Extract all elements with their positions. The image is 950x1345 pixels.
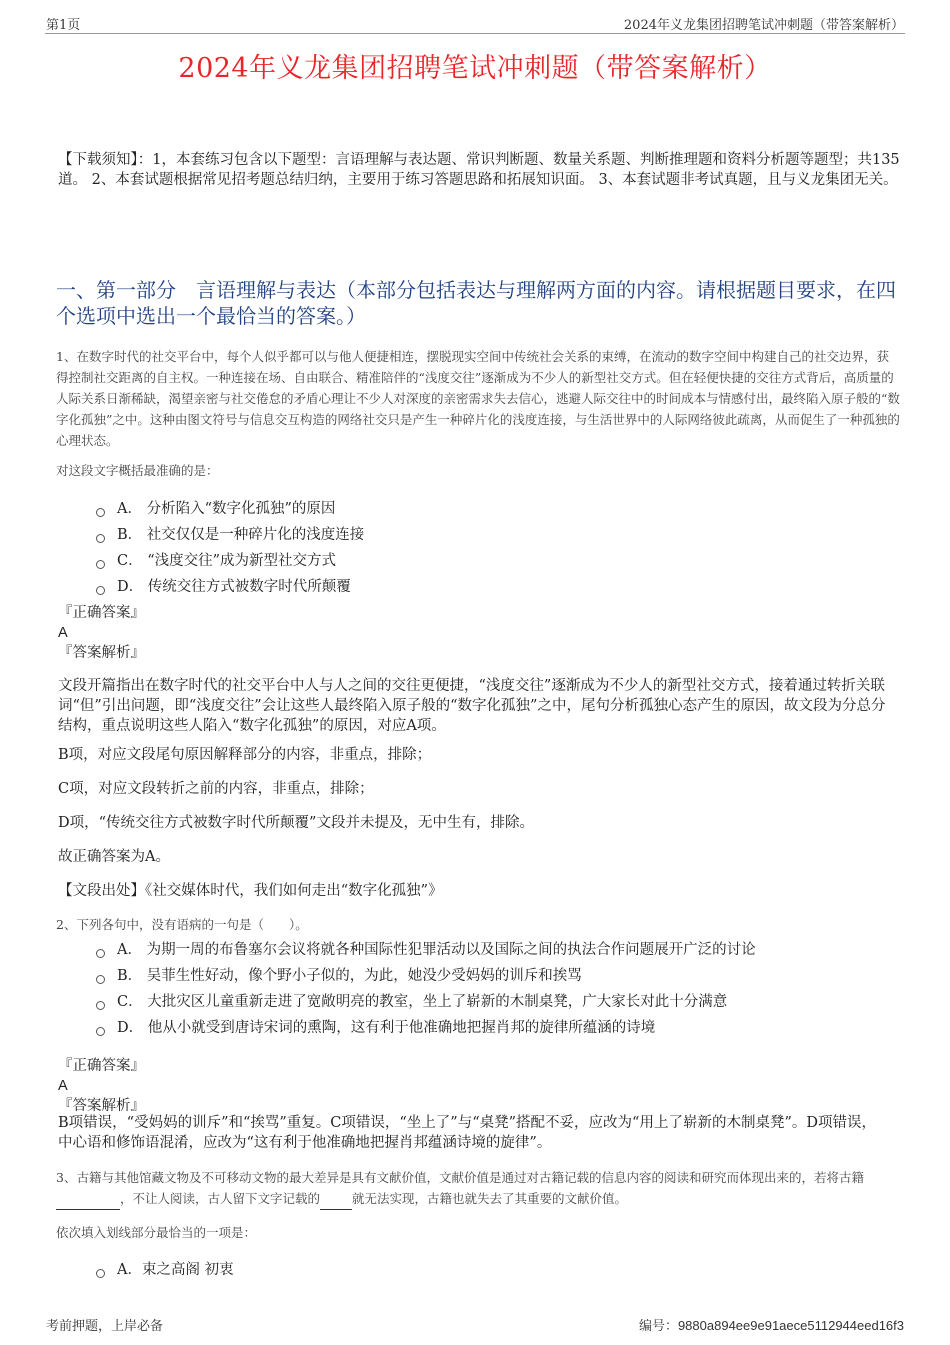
q2-option-d[interactable]: D． 他从小就受到唐诗宋词的熏陶，这有利于他准确地把握肖邦的旋律所蕴涵的诗境 xyxy=(96,1016,655,1037)
q1-analysis-b: B项，对应文段尾句原因解释部分的内容，非重点，排除； xyxy=(58,747,432,763)
document-title: 2024年义龙集团招聘笔试冲刺题（带答案解析） xyxy=(178,53,772,84)
q1-analysis: 文段开篇指出在数字时代的社交平台中人与人之间的交往更便捷，“浅度交往”逐渐成为不少人的新型社交方式，接着通过转折关联词“但”引出问题，即“浅度交往”会让这些人最终陷入原子般的“数字化孤独”之中，尾句分析孤独心态产生的原因，故文段为分总分结构，重点说明这些人陷入“数字化孤独”的原因，对应A项。 xyxy=(58,678,886,734)
radio-icon[interactable] xyxy=(96,508,105,517)
page-number: 第1页 xyxy=(46,18,81,33)
q2-option-a[interactable]: A． 为期一周的布鲁塞尔会议将就各种国际性犯罪活动以及国际之间的执法合作问题展开广泛的讨论 xyxy=(96,938,756,959)
q1-option-c[interactable]: C． “浅度交往”成为新型社交方式 xyxy=(96,549,336,570)
q2-stem: 2、下列各句中，没有语病的一句是（ ）。 xyxy=(56,917,308,932)
fill-blank xyxy=(320,1188,352,1210)
q1-prompt: 对这段文字概括最准确的是： xyxy=(56,463,219,478)
q1-analysis-d: D项，“传统交往方式被数字时代所颠覆”文段并未提及，无中生有，排除。 xyxy=(58,815,534,831)
q3-stem: 3、古籍与其他馆藏文物及不可移动文物的最大差异是具有文献价值，文献价值是通过对古籍记载的信息内容的阅读和研究而体现出来的，若将古籍 ，不让人阅读，古人留下文字记载的 就无法实现，古籍也就失去了其重要的文献价值。 xyxy=(56,1167,901,1210)
header-divider xyxy=(45,33,905,34)
q1-source: 【文段出处】《社交媒体时代，我们如何走出“数字化孤独”》 xyxy=(58,883,443,899)
q1-option-b[interactable]: B． 社交仅仅是一种碎片化的浅度连接 xyxy=(96,523,364,544)
header-doc-title: 2024年义龙集团招聘笔试冲刺题（带答案解析） xyxy=(623,18,904,33)
q2-option-b[interactable]: B． 吴菲生性好动，像个野小子似的，为此，她没少受妈妈的训斥和挨骂 xyxy=(96,964,582,985)
footer-doc-id: 编号：9880a894ee9e91aece5112944eed16f3 xyxy=(638,1318,904,1333)
footer-slogan: 考前押题，上岸必备 xyxy=(46,1319,164,1334)
q1-analysis-label: 『答案解析』 xyxy=(58,645,145,661)
q3-option-a[interactable]: A．束之高阁 初衷 xyxy=(96,1258,234,1279)
download-notice: 【下载须知】：1，本套练习包含以下题型：言语理解与表达题、常识判断题、数量关系题、判断推理题和资料分析题等题型；共135道。 2、本套试题根据常见招考题总结归纳，主要用于练习答题思路和拓展知识面。 3、本套试题非考试真题，且与义龙集团无关。 xyxy=(58,152,900,188)
q1-conclusion: 故正确答案为A。 xyxy=(58,849,170,865)
q1-option-a[interactable]: A． 分析陷入“数字化孤独”的原因 xyxy=(96,497,335,518)
q1-analysis-c: C项，对应文段转折之前的内容，非重点，排除； xyxy=(58,781,374,797)
section-heading: 一、第一部分 言语理解与表达（本部分包括表达与理解两方面的内容。请根据题目要求，在四个选项中选出一个最恰当的答案。） xyxy=(56,278,896,328)
q2-option-c[interactable]: C． 大批灾区儿童重新走进了宽敞明亮的教室，坐上了崭新的木制桌凳，广大家长对此十分满意 xyxy=(96,990,727,1011)
q2-answer-label: 『正确答案』 xyxy=(58,1058,145,1074)
radio-icon[interactable] xyxy=(96,534,105,543)
q1-answer: A xyxy=(58,625,68,641)
q1-stem: 1、在数字时代的社交平台中，每个人似乎都可以与他人便捷相连，摆脱现实空间中传统社会关系的束缚，在流动的数字空间中构建自己的社交边界，获得控制社交距离的自主权。一种连接在场、自由联合、精准陪伴的“浅度交往”逐渐成为不少人的新型社交方式。但在轻便快捷的交往方式背后，高质量的人际关系日渐稀缺，渴望亲密与社交倦怠的矛盾心理让不少人对深度的亲密需求失去信心，逃避人际交往中的时间成本与情感付出，最终陷入原子般的“数字化孤独”之中。这种由图文符号与信息交互构造的网络社交只是产生一种碎片化的浅度连接，与生活世界中的人际网络彼此疏离，从而促生了一种孤独的心理状态。 xyxy=(56,349,900,448)
radio-icon[interactable] xyxy=(96,1001,105,1010)
radio-icon[interactable] xyxy=(96,1027,105,1036)
q2-analysis: B项错误，“受妈妈的训斥”和“挨骂”重复。C项错误，“坐上了”与“桌凳”搭配不妥，应改为“用上了崭新的木制桌凳”。D项错误，中心语和修饰语混淆，应改为“这有利于他准确地把握肖邦蕴涵诗境的旋律”。 xyxy=(58,1115,876,1151)
q2-analysis-label: 『答案解析』 xyxy=(58,1098,145,1114)
radio-icon[interactable] xyxy=(96,1269,105,1278)
q2-answer: A xyxy=(58,1078,68,1094)
q1-option-d[interactable]: D． 传统交往方式被数字时代所颠覆 xyxy=(96,575,351,596)
radio-icon[interactable] xyxy=(96,560,105,569)
radio-icon[interactable] xyxy=(96,975,105,984)
q3-prompt: 依次填入划线部分最恰当的一项是： xyxy=(56,1225,257,1240)
fill-blank xyxy=(56,1188,120,1210)
radio-icon[interactable] xyxy=(96,949,105,958)
q1-answer-label: 『正确答案』 xyxy=(58,605,145,621)
radio-icon[interactable] xyxy=(96,586,105,595)
